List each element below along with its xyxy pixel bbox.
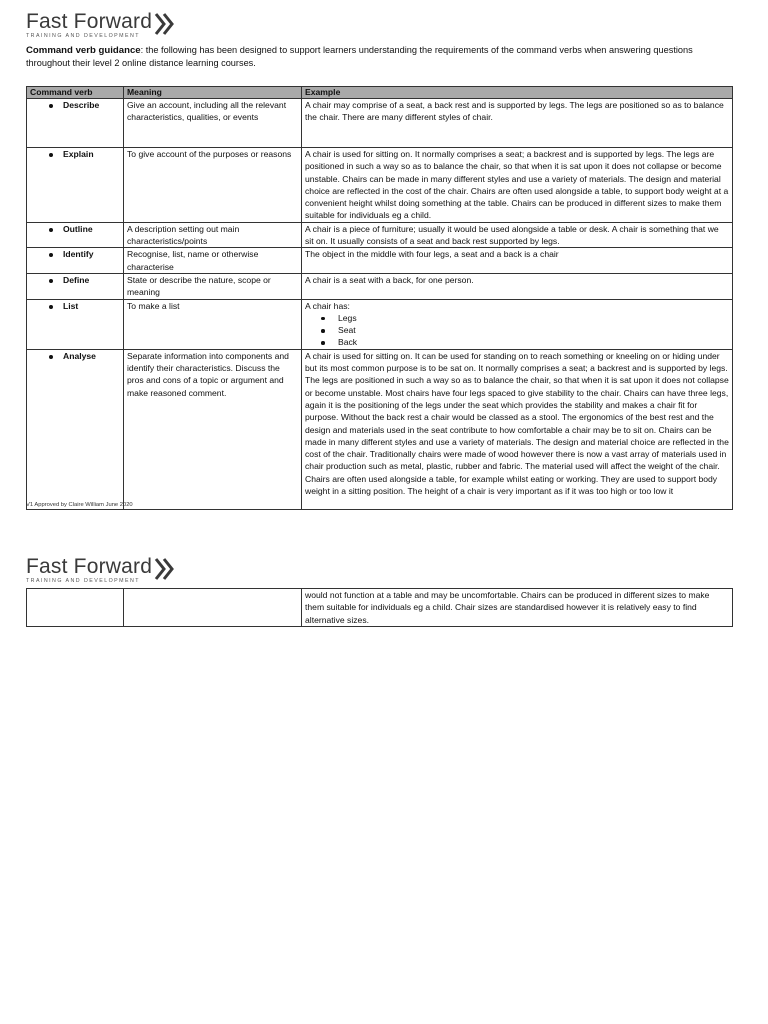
- double-chevron-icon: [154, 557, 176, 581]
- table-header-row: [27, 87, 733, 99]
- verb-cell: Define: [27, 273, 124, 299]
- header-meaning: Meaning: [124, 87, 302, 99]
- logo-title: Fast Forward: [26, 555, 153, 578]
- intro-paragraph: [26, 44, 726, 70]
- table-row: [27, 99, 733, 148]
- example-cell: A chair is used for sitting on. It can be used for standing on to reach something or kneeling on or hiding under but its most common purpose is to be sat on. It normally comprises a seat; a backrest and is supported by legs. The legs are positioned in such a way so as to balance the chair, so that when it is sat upon it does not collapse or become unstable. Most chairs have four legs spaced to give stability to the chair. Chairs can have three legs, again it is the positioning of the legs under the seat which provides the stability and makes a chair fit for purpose. Without the back rest a chair would be classed as a stool. The ergonomics of the best rest and the design and materials used in the seat contribute to how comfortable a chair may be to sit on. Chairs can be made in many different styles and use a variety of materials. The design and material choice are reflected in the cost of the chair. Traditionally chairs were made of wood however there is now a vast array of materials used in chair production such as metal, plastic, rubber and fabric. The material used will affect the weight of the chair. Chairs are often used alongside a table, for example whilst eating or working. They are used to support body weight in a sitting position. The height of a chair is very important as if it was too high or too low it: [302, 349, 733, 509]
- example-cell: A chair may comprise of a seat, a back rest and is supported by legs. The legs are positioned so as to balance the chair. There are many different styles of chair.: [302, 99, 733, 148]
- list-intro: A chair has:: [305, 300, 350, 311]
- logo-title: Fast Forward: [26, 10, 153, 33]
- table-row: [27, 148, 733, 223]
- verb-cell: Identify: [27, 248, 124, 274]
- table-row: [27, 349, 733, 509]
- example-cell: The object in the middle with four legs, a seat and a back is a chair: [302, 248, 733, 274]
- verb-cell: Explain: [27, 148, 124, 223]
- table-row: [27, 299, 733, 349]
- table-row: [27, 273, 733, 299]
- table-row: [27, 248, 733, 274]
- brand-logo: [26, 11, 176, 39]
- table-row: [27, 222, 733, 248]
- meaning-cell: To make a list: [124, 299, 302, 349]
- list-item: Seat: [338, 324, 729, 336]
- example-cell: A chair is a piece of furniture; usually it would be used alongside a table or desk. A chair is something that we sit on. It usually consists of a seat and back rest supported by legs.: [302, 222, 733, 248]
- example-cell: [302, 299, 733, 349]
- continuation-table: [26, 588, 733, 627]
- meaning-cell: To give account of the purposes or reasons: [124, 148, 302, 223]
- chair-parts-list: [305, 312, 729, 349]
- intro-text: : the following has been designed to support learners understanding the requirements of the command verbs when answering questions throughout their level 2 online distance learning courses.: [26, 45, 693, 68]
- double-chevron-icon: [154, 12, 176, 36]
- example-cell: would not function at a table and may be uncomfortable. Chairs can be produced in different sizes to make them suitable for individuals eg a child. Chair sizes are standardised however it is relatively easy to find alternative sizes.: [302, 589, 733, 627]
- logo-subtitle: TRAINING AND DEVELOPMENT: [26, 578, 140, 584]
- verb-cell: [27, 589, 124, 627]
- verb-cell: Analyse: [27, 349, 124, 509]
- list-item: Back: [338, 336, 729, 348]
- example-cell: A chair is a seat with a back, for one person.: [302, 273, 733, 299]
- meaning-cell: A description setting out main characteristics/points: [124, 222, 302, 248]
- brand-logo: [26, 556, 176, 584]
- logo-subtitle: TRAINING AND DEVELOPMENT: [26, 33, 140, 39]
- header-command-verb: Command verb: [27, 87, 124, 99]
- intro-heading: Command verb guidance: [26, 45, 141, 56]
- example-cell: A chair is used for sitting on. It normally comprises a seat; a backrest and is supported by legs. The legs are positioned in such a way so as to balance the chair, so that when it is sat upon it does not collapse or become unstable. Chairs can be made in many different styles and use a variety of materials. The design and material choice are reflected in the cost of the chair. Chairs are often used alongside a table, to support body weight at a convenient height whilst doing something at the table. Chairs can be produced in different sizes to make them suitable for individuals eg a child.: [302, 148, 733, 223]
- command-verb-table: [26, 86, 733, 510]
- meaning-cell: Recognise, list, name or otherwise characterise: [124, 248, 302, 274]
- verb-cell: List: [27, 299, 124, 349]
- meaning-cell: State or describe the nature, scope or meaning: [124, 273, 302, 299]
- header-example: Example: [302, 87, 733, 99]
- verb-cell: Outline: [27, 222, 124, 248]
- verb-cell: Describe: [27, 99, 124, 148]
- version-footer: V1 Approved by Claire William June 2020: [26, 502, 133, 508]
- meaning-cell: Separate information into components and identify their characteristics. Discuss the pros and cons of a topic or argument and make reasoned comment.: [124, 349, 302, 509]
- table-row: [27, 589, 733, 627]
- meaning-cell: Give an account, including all the relevant characteristics, qualities, or events: [124, 99, 302, 148]
- list-item: Legs: [338, 312, 729, 324]
- meaning-cell: [124, 589, 302, 627]
